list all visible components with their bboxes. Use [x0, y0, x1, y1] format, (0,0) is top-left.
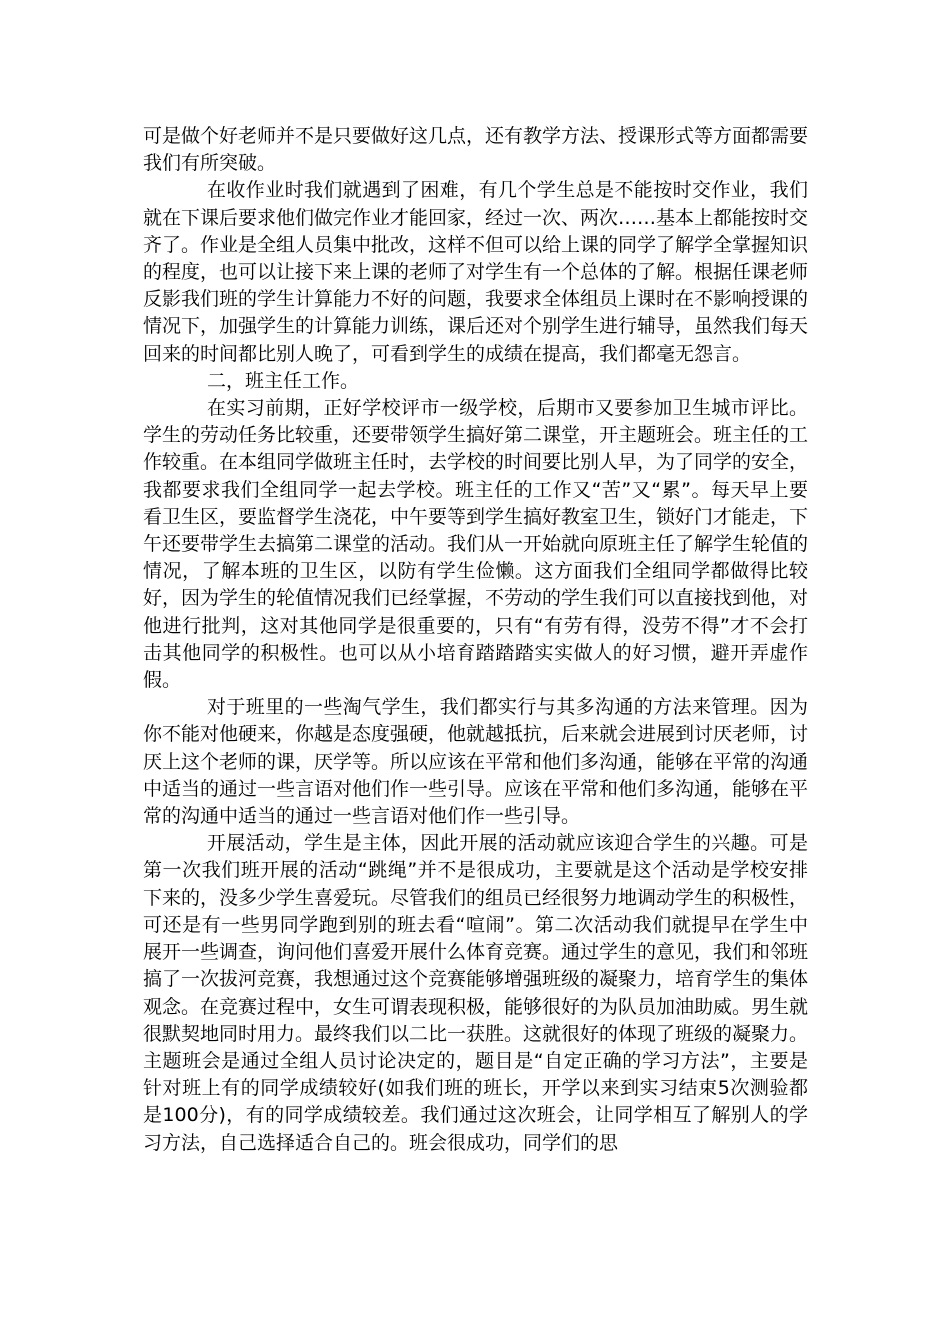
paragraph: 在实习前期，正好学校评市一级学校，后期市又要参加卫生城市评比。学生的劳动任务比较重，还要带领学生搞好第二课堂，开主题班会。班主任的工作较重。在本组同学做班主任时，去学校的时间要比别人早，为了同学的安全，我都要求我们全组同学一起去学校。班主任的工作又“苦”又“累”。每天早上要看卫生区，要监督学生浇花，中午要等到学生搞好教室卫生，锁好门才能走，下午还要带学生去搞第二课堂的活动。我们从一开始就向原班主任了解学生轮值的情况，了解本班的卫生区，以防有学生俭懒。这方面我们全组同学都做得比较好，因为学生的轮值情况我们已经掌握，不劳动的学生我们可以直接找到他，对他进行批判，这对其他同学是很重要的，只有“有劳有得，没劳不得”才不会打击其他同学的积极性。也可以从小培育踏踏踏实实做人的好习惯，避开弄虚作假。	[143, 397, 809, 692]
section-heading: 二，班主任工作。	[207, 369, 360, 392]
paragraph: 可是做个好老师并不是只要做好这几点，还有教学方法、授课形式等方面都需要我们有所突破。	[143, 125, 809, 175]
paragraph: 开展活动，学生是主体，因此开展的活动就应该迎合学生的兴趣。可是第一次我们班开展的活动“跳绳”并不是很成功，主要就是这个活动是学校安排下来的，没多少学生喜爱玩。尽管我们的组员已经很努力地调动学生的积极性，可还是有一些男同学跑到别的班去看“喧闹”。第二次活动我们就提早在学生中展开一些调查，询问他们喜爱开展什么体育竞赛。通过学生的意见，我们和邻班搞了一次拔河竞赛，我想通过这个竞赛能够增强班级的凝聚力，培育学生的集体观念。在竞赛过程中，女生可谓表现积极，能够很好的为队员加油助威。男生就很默契地同时用力。最终我们以二比一获胜。这就很好的体现了班级的凝聚力。主题班会是通过全组人员讨论决定的，题目是“自定正确的学习方法”，主要是针对班上有的同学成绩较好(如我们班的班长，开学以来到实习结束5次测验都是100分)，有的同学成绩较差。我们通过这次班会，让同学相互了解别人的学习方法，自己选择适合自己的。班会很成功，同学们的思	[143, 832, 809, 1154]
paragraph: 对于班里的一些淘气学生，我们都实行与其多沟通的方法来管理。因为你不能对他硬来，你越是态度强硬，他就越抵抗，后来就会进展到讨厌老师，讨厌上这个老师的课，厌学等。所以应该在平常和他们多沟通，能够在平常的沟通中适当的通过一些言语对他们作一些引导。应该在平常和他们多沟通，能够在平常的沟通中适当的通过一些言语对他们作一些引导。	[143, 696, 809, 828]
paragraph: 在收作业时我们就遇到了困难，有几个学生总是不能按时交作业，我们就在下课后要求他们做完作业才能回家，经过一次、两次……基本上都能按时交齐了。作业是全组人员集中批改，这样不但可以给上课的同学了解学全掌握知识的程度，也可以让接下来上课的老师了对学生有一个总体的了解。根据任课老师反影我们班的学生计算能力不好的问题，我要求全体组员上课时在不影响授课的情况下，加强学生的计算能力训练，课后还对个别学生进行辅导，虽然我们每天回来的时间都比别人晚了，可看到学生的成绩在提高，我们都毫无怨言。	[143, 179, 809, 365]
document-body	[143, 123, 808, 1157]
